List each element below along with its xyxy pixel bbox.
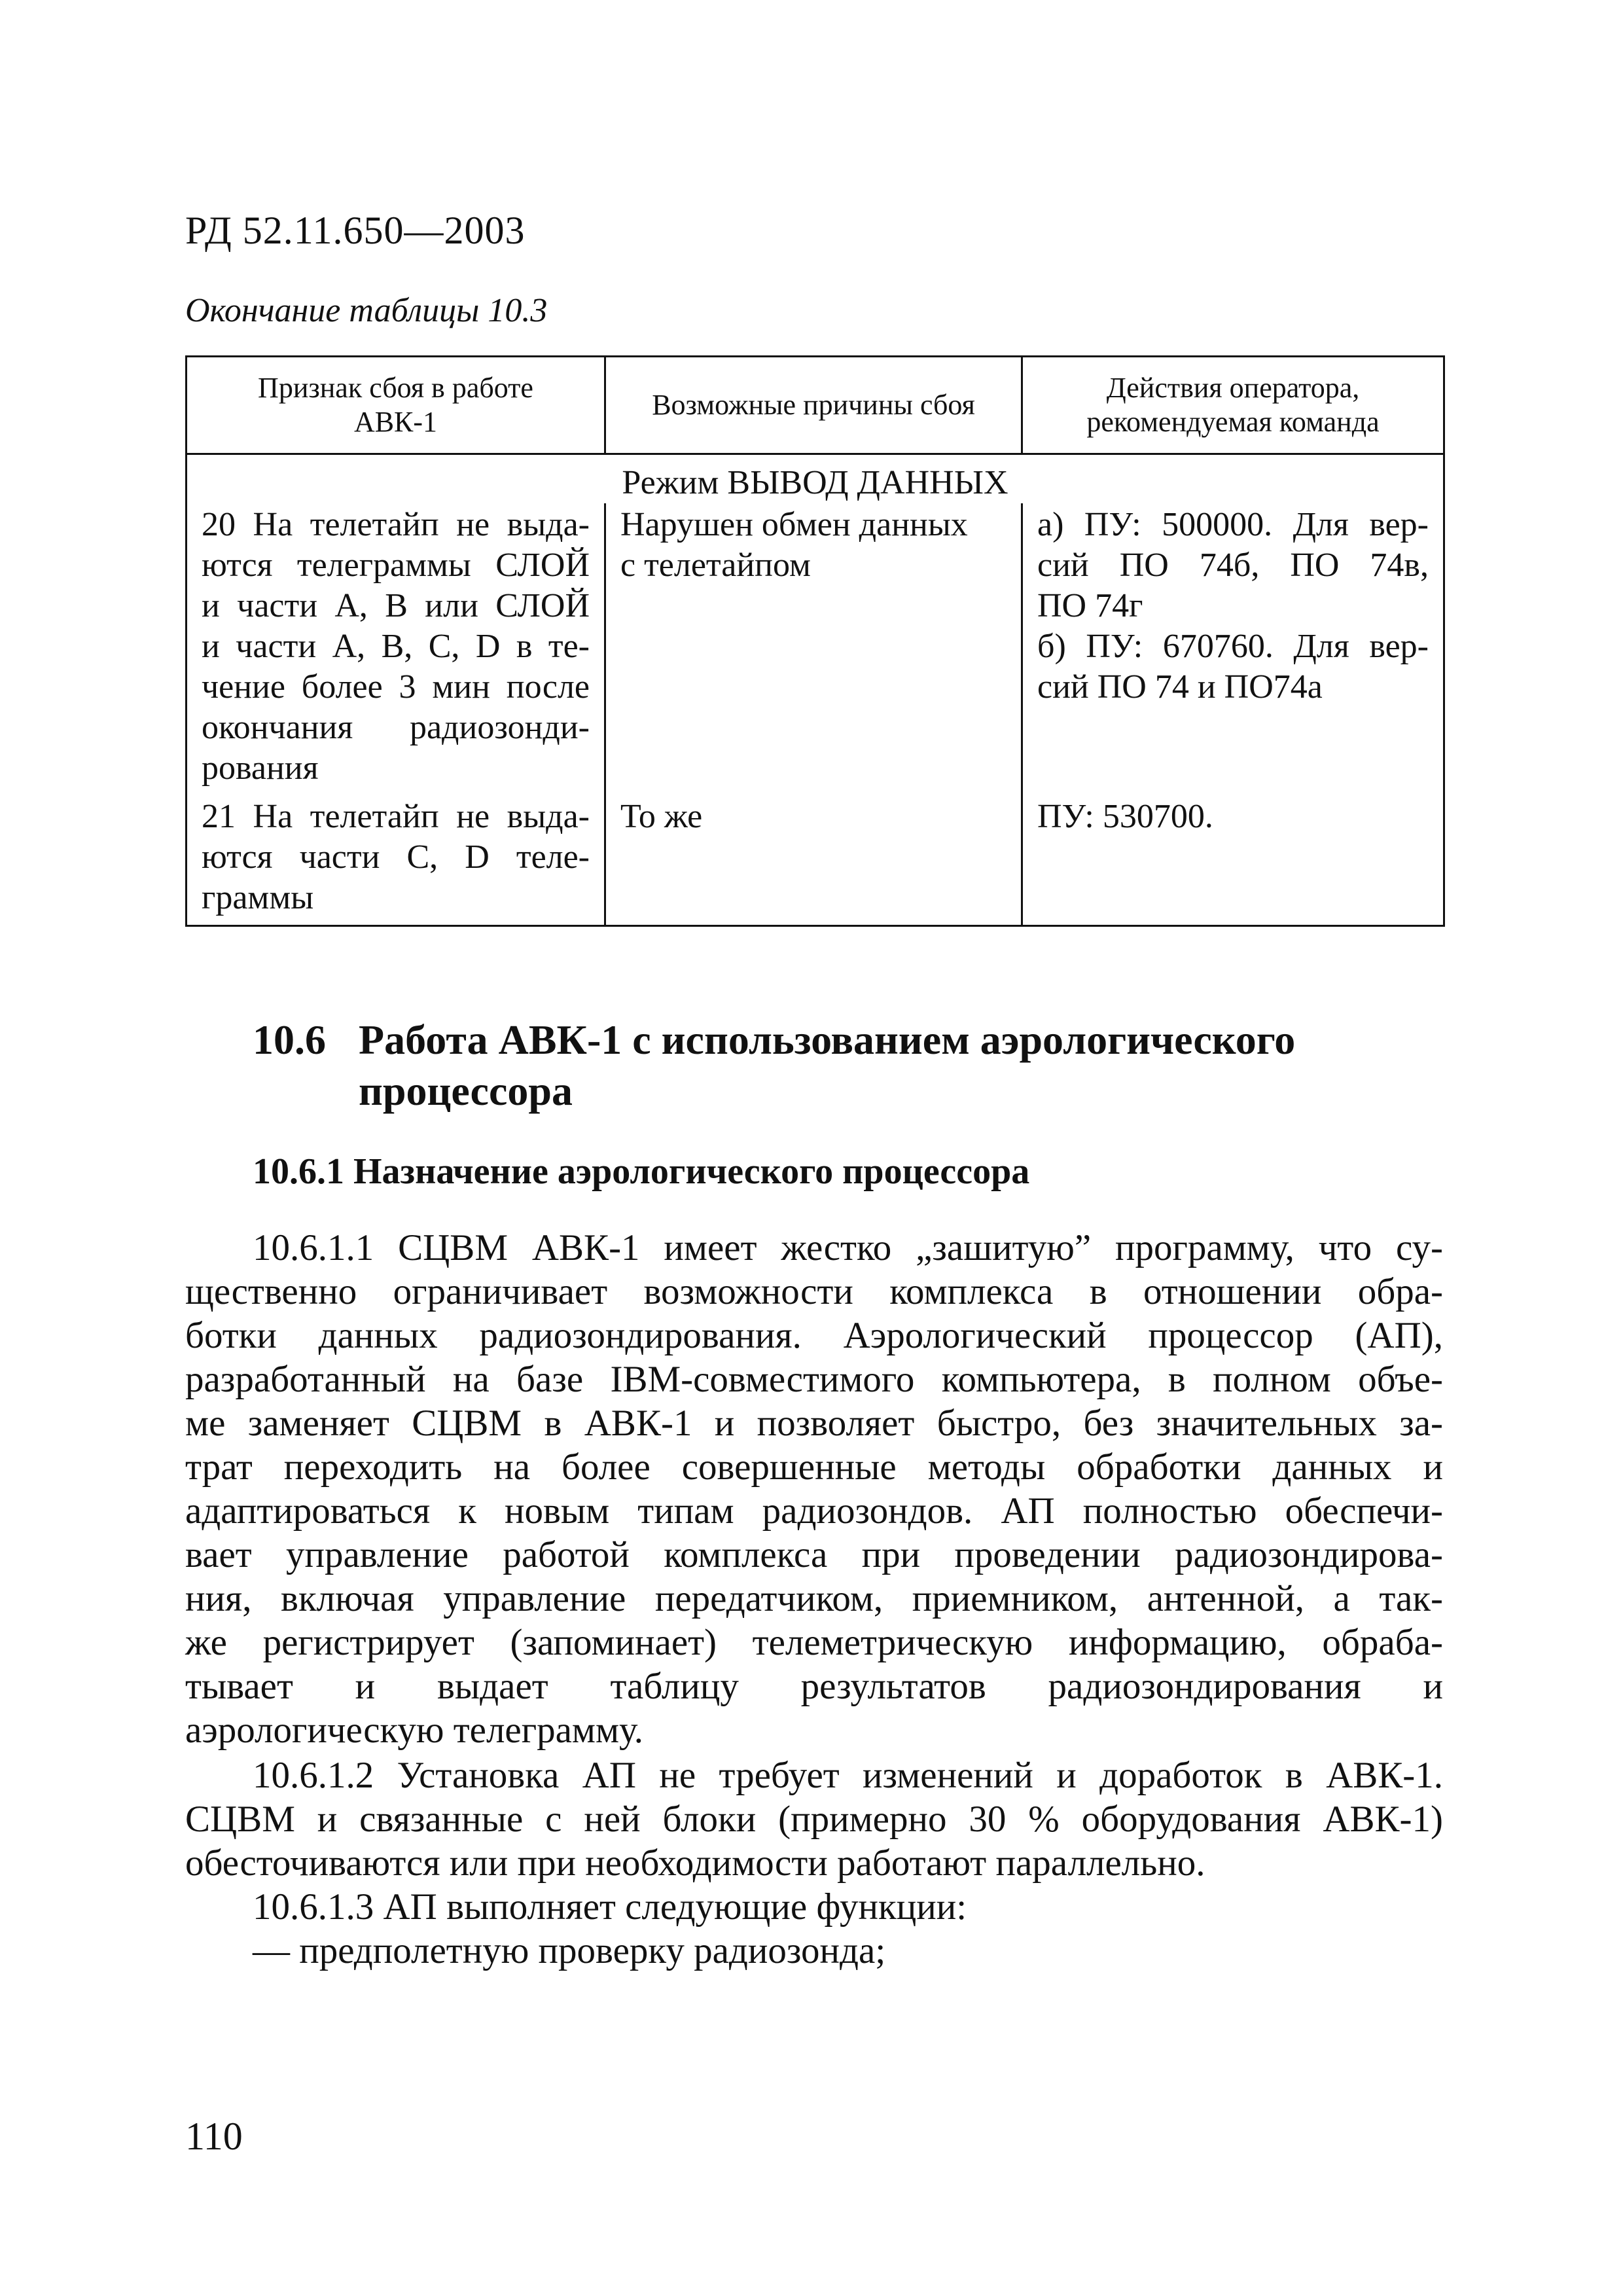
column-header-action: Действия оператора, рекомендуемая команда: [1022, 357, 1444, 454]
column-header-cause: Возможные причины сбоя: [605, 357, 1022, 454]
table-row: [187, 503, 1444, 795]
cell-sign: 20 На телетайп не выда- ются телеграммы СЛОЙ и части A, B или СЛОЙ и части A, B, C, D в те- чение более 3 мин после окончания радиозонди- рования: [187, 503, 605, 795]
document-code: РД 52.11.650—2003: [185, 209, 526, 252]
cell-action: ПУ: 530700.: [1022, 795, 1444, 926]
cell-cause: Нарушен обмен данных с телетайпом: [605, 503, 1022, 795]
column-header-sign: Признак сбоя в работе АВК-1: [187, 357, 605, 454]
mode-row: [187, 454, 1444, 504]
section-number: 10.6: [253, 1016, 326, 1063]
cell-sign: 21 На телетайп не выда- ются части C, D теле- граммы: [187, 795, 605, 926]
paragraph-10-6-1-2: 10.6.1.2 Установка АП не требует изменений и доработок в АВК-1. СЦВМ и связанные с ней блоки (примерно 30 % оборудования АВК-1) обесточиваются или при необходимости работают параллельно.: [185, 1755, 1443, 1884]
paragraph-10-6-1-1: 10.6.1.1 СЦВМ АВК-1 имеет жестко „зашитую” программу, что су- щественно ограничивает возможности комплекса в отношении обра- ботки данных радиозондирования. Аэрологический процессор (АП), разработанный на базе IBM-совместимого компьютера, в полном объе- ме заменяет СЦВМ в АВК-1 и позволяет быстро, без значительных за- трат переходить на более совершенные методы обработки данных и адаптироваться к новым типам радиозондов. АП полностью обеспечи- вает управление работой комплекса при проведении радиозондирова- ния, включая управление передатчиком, приемником, антенной, а так- же регистрирует (запоминает) телеметрическую информацию, обраба- тывает и выдает таблицу результатов радиозондирования и аэрологическую телеграмму.: [185, 1227, 1443, 1751]
cell-cause: То же: [605, 795, 1022, 926]
page-number: 110: [185, 2115, 243, 2158]
paragraph-10-6-1-3: 10.6.1.3 АП выполняет следующие функции:: [253, 1886, 967, 1928]
list-item: — предполетную проверку радиозонда;: [253, 1930, 886, 1971]
cell-action: а) ПУ: 500000. Для вер- сий ПО 74б, ПО 74в, ПО 74г б) ПУ: 670760. Для вер- сий ПО 74 и ПО74а: [1022, 503, 1444, 795]
fault-table: [185, 355, 1445, 927]
table-caption: Окончание таблицы 10.3: [185, 292, 548, 329]
table-header-row: [187, 357, 1444, 454]
subsection-heading: 10.6.1 Назначение аэрологического процессора: [253, 1151, 1030, 1192]
mode-label: Режим ВЫВОД ДАННЫХ: [187, 454, 1444, 504]
table-row: [187, 795, 1444, 926]
section-title: Работа АВК-1 с использованием аэрологического процессора: [359, 1016, 1296, 1114]
